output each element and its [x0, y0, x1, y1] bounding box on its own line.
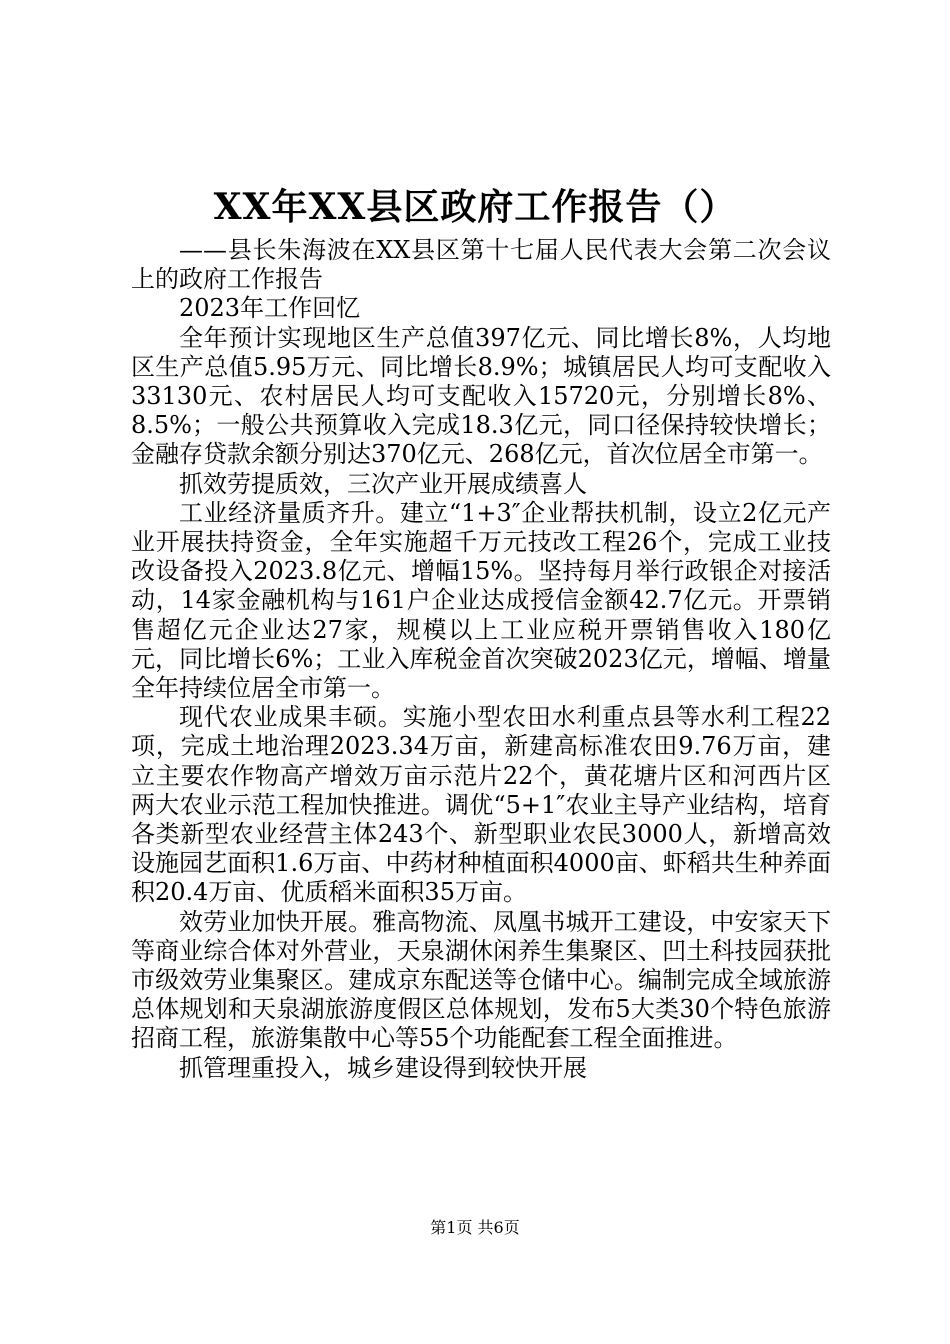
section-heading: 抓管理重投入，城乡建设得到较快开展 — [179, 1053, 587, 1082]
document-title: XX年XX县区政府工作报告（） — [213, 186, 737, 228]
document-subtitle: ——县长朱海波在XX县区第十七届人民代表大会第二次会议上的政府工作报告 — [131, 236, 831, 294]
section-heading: 2023年工作回忆 — [179, 294, 361, 323]
body-paragraph: 全年预计实现地区生产总值397亿元、同比增长8%，人均地区生产总值5.95万元、同比增长8.9%；城镇居民人均可支配收入33130元、农村居民人均可支配收入15720元，分别增长8%、8.5%；一般公共预算收入完成18.3亿元，同口径保持较快增长；金融存贷款余额分别达370亿元、268亿元，首次位居全市第一。 — [131, 323, 831, 469]
page-number-footer: 第1页 共6页 — [430, 1218, 520, 1237]
section-heading: 抓效劳提质效，三次产业开展成绩喜人 — [179, 469, 587, 498]
body-paragraph: 现代农业成果丰硕。实施小型农田水利重点县等水利工程22项，完成土地治理2023.34万亩，新建高标准农田9.76万亩，建立主要农作物高产增效万亩示范片22个，黄花塘片区和河西片区两大农业示范工程加快推进。调优“5+1″农业主导产业结构，培育各类新型农业经营主体243个、新型职业农民3000人，新增高效设施园艺面积1.6万亩、中药材种植面积4000亩、虾稻共生种养面积20.4万亩、优质稻米面积35万亩。 — [131, 703, 831, 907]
body-paragraph: 工业经济量质齐升。建立“1+3″企业帮扶机制，设立2亿元产业开展扶持资金，全年实施超千万元技改工程26个，完成工业技改设备投入2023.8亿元、增幅15%。坚持每月举行政银企对接活动，14家金融机构与161户企业达成授信金额42.7亿元。开票销售超亿元企业达27家，规模以上工业应税开票销售收入180亿元，同比增长6%；工业入库税金首次突破2023亿元，增幅、增量全年持续位居全市第一。 — [131, 498, 831, 703]
document-body — [131, 236, 831, 1083]
body-paragraph: 效劳业加快开展。雅高物流、凤凰书城开工建设，中安家天下等商业综合体对外营业，天泉湖休闲养生集聚区、凹土科技园获批市级效劳业集聚区。建成京东配送等仓储中心。编制完成全域旅游总体规划和天泉湖旅游度假区总体规划，发布5大类30个特色旅游招商工程，旅游集散中心等55个功能配套工程全面推进。 — [131, 907, 831, 1053]
